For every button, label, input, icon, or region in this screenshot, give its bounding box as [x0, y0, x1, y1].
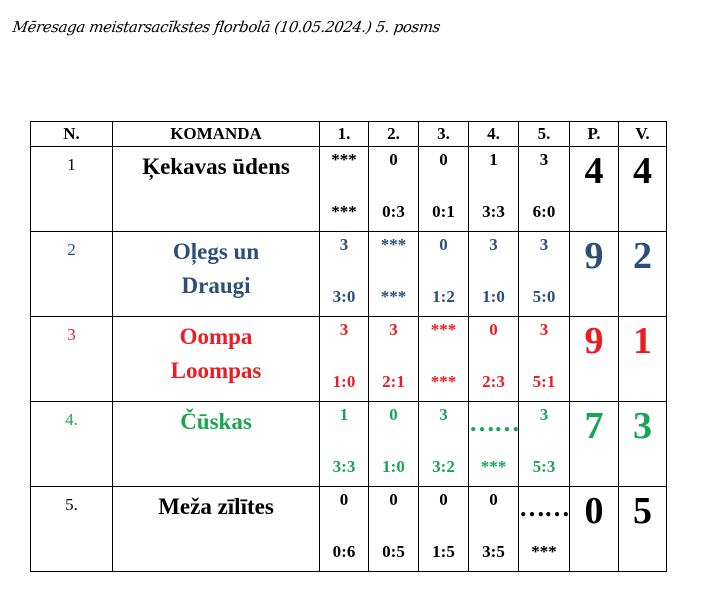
cell-points: 3: [489, 235, 498, 254]
team-name-line1: Ķekavas ūdens: [142, 154, 290, 179]
team-name: [113, 487, 320, 572]
total-points: 0: [570, 487, 619, 572]
cell-score: 3:3: [332, 457, 356, 476]
result-cell: [469, 402, 519, 487]
result-cell: [519, 147, 570, 232]
cell-score: 0:5: [382, 542, 405, 561]
cell-points: 0: [439, 235, 448, 254]
team-name-line2: Draugi: [181, 273, 251, 298]
result-cell: [369, 147, 419, 232]
cell-points: 0: [339, 490, 349, 509]
cell-dots: ……: [519, 493, 569, 522]
total-points: 7: [570, 402, 619, 487]
place: 1: [619, 317, 667, 402]
header-number: N.: [31, 122, 113, 147]
result-cell: [320, 487, 369, 572]
cell-points: ***: [430, 320, 457, 339]
cell-score: 1:0: [382, 457, 405, 476]
result-cell: [369, 317, 419, 402]
result-cell: [519, 487, 570, 572]
row-number: 2: [31, 232, 113, 317]
result-cell: [469, 317, 519, 402]
result-cell: [419, 232, 469, 317]
cell-points: 3: [539, 405, 549, 424]
header-row: [31, 122, 667, 147]
header-points: P.: [570, 122, 619, 147]
result-cell: [320, 317, 369, 402]
header-game-4: 4.: [469, 122, 519, 147]
header-place: V.: [619, 122, 667, 147]
cell-points: 3: [339, 235, 349, 254]
table-row: [31, 487, 667, 572]
cell-score: 3:2: [432, 457, 455, 476]
header-game-2: 2.: [369, 122, 419, 147]
cell-score: 1:0: [482, 287, 505, 306]
cell-score: 0:6: [332, 542, 356, 561]
cell-points: 0: [439, 150, 448, 169]
cell-dots: ……: [469, 408, 519, 437]
header-game-5: 5.: [519, 122, 570, 147]
place: 3: [619, 402, 667, 487]
cell-points: 3: [539, 235, 549, 254]
cell-score: 2:3: [482, 372, 505, 391]
result-cell: [419, 487, 469, 572]
team-name-line1: Oļegs un: [172, 239, 260, 264]
cell-score: 5:3: [532, 457, 556, 476]
cell-score: 0:3: [382, 202, 405, 221]
result-cell: [369, 487, 419, 572]
result-cell: [419, 402, 469, 487]
place: 5: [619, 487, 667, 572]
cell-points: 1: [489, 150, 498, 169]
result-cell: [320, 232, 369, 317]
team-name: [113, 232, 320, 317]
cell-points: 0: [389, 405, 398, 424]
cell-points: 0: [389, 150, 398, 169]
result-cell: [419, 147, 469, 232]
result-cell: [320, 402, 369, 487]
cell-score: ***: [380, 287, 407, 306]
cell-score: 2:1: [382, 372, 405, 391]
cell-score: 1:2: [432, 287, 455, 306]
cell-score: 6:0: [532, 202, 556, 221]
header-game-1: 1.: [320, 122, 369, 147]
standings-table: [30, 121, 667, 572]
cell-points: 1: [339, 405, 349, 424]
cell-score: 3:3: [482, 202, 505, 221]
cell-points: 0: [489, 320, 498, 339]
result-cell: [519, 232, 570, 317]
cell-points: ***: [331, 150, 357, 169]
cell-points: 0: [439, 490, 448, 509]
cell-score: ***: [430, 372, 457, 391]
team-name-line1: Meža zīlītes: [158, 494, 274, 519]
cell-score: ***: [480, 457, 507, 476]
cell-score: 5:1: [532, 372, 556, 391]
row-number: 4.: [31, 402, 113, 487]
header-team: KOMANDA: [113, 122, 320, 147]
place: 4: [619, 147, 667, 232]
result-cell: [320, 147, 369, 232]
total-points: 9: [570, 232, 619, 317]
result-cell: [469, 232, 519, 317]
place: 2: [619, 232, 667, 317]
cell-points: ***: [380, 235, 407, 254]
result-cell: [419, 317, 469, 402]
header-game-3: 3.: [419, 122, 469, 147]
page-title: Mēresaga meistarsacīkstes florbolā (10.05.2024.) 5. posms: [11, 18, 442, 36]
cell-score: 1:0: [332, 372, 356, 391]
cell-points: 3: [439, 405, 448, 424]
team-name-line1: Čūskas: [180, 409, 252, 434]
cell-score: ***: [331, 202, 357, 221]
cell-points: 0: [489, 490, 498, 509]
cell-points: 3: [539, 150, 549, 169]
total-points: 9: [570, 317, 619, 402]
cell-points: 3: [339, 320, 349, 339]
team-name: [113, 147, 320, 232]
row-number: 1: [31, 147, 113, 232]
result-cell: [519, 317, 570, 402]
cell-points: 0: [389, 490, 398, 509]
cell-score: 3:0: [332, 287, 356, 306]
row-number: 5.: [31, 487, 113, 572]
team-name: [113, 402, 320, 487]
cell-score: 3:5: [482, 542, 505, 561]
total-points: 4: [570, 147, 619, 232]
table-row: [31, 402, 667, 487]
cell-score: 1:5: [432, 542, 455, 561]
cell-score: 0:1: [432, 202, 455, 221]
team-name: [113, 317, 320, 402]
cell-points: 3: [539, 320, 549, 339]
result-cell: [469, 147, 519, 232]
team-name-line2: Loompas: [170, 358, 262, 383]
table-row: [31, 147, 667, 232]
result-cell: [369, 402, 419, 487]
table-row: [31, 232, 667, 317]
team-name-line1: Oompa: [179, 324, 253, 349]
result-cell: [469, 487, 519, 572]
cell-points: 3: [389, 320, 398, 339]
cell-score: 5:0: [532, 287, 556, 306]
result-cell: [519, 402, 570, 487]
cell-score: ***: [531, 542, 557, 561]
table-row: [31, 317, 667, 402]
row-number: 3: [31, 317, 113, 402]
result-cell: [369, 232, 419, 317]
